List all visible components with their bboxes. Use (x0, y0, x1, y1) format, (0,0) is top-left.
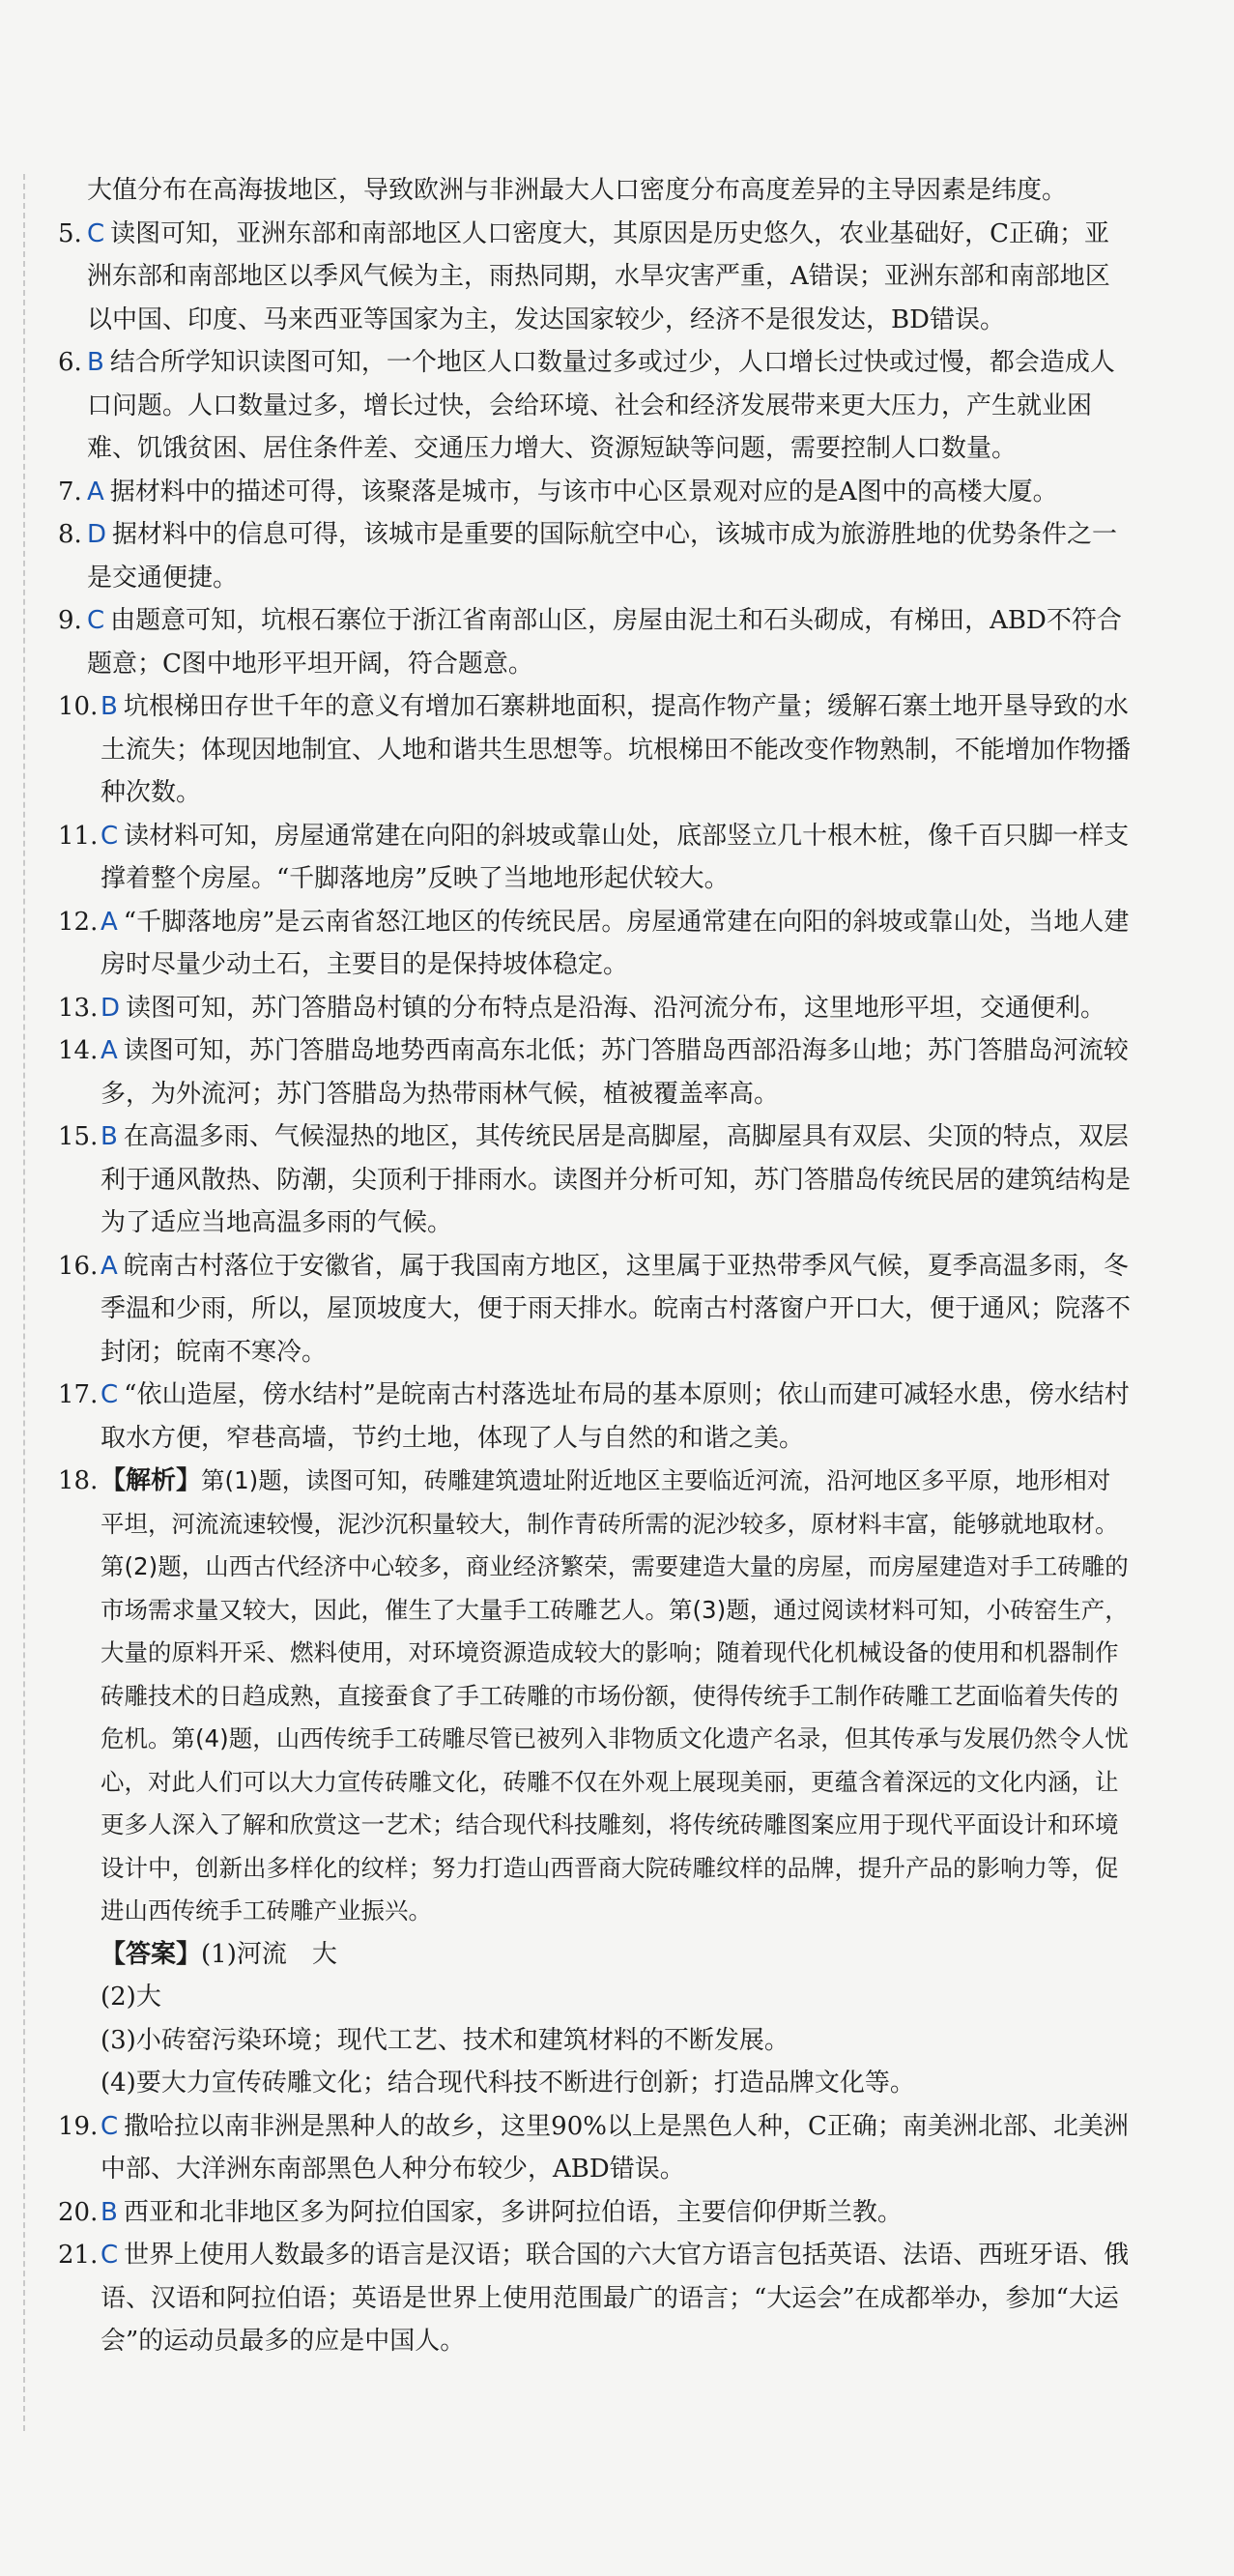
item-explanation: 撒哈拉以南非洲是黑种人的故乡，这里90%以上是黑色人种，C正确；南美洲北部、北美洲中部、大洋洲东南部黑色人种分布较少，ABD错误。 (100, 2111, 1129, 2184)
continuation-text: 大值分布在高海拔地区，导致欧洲与非洲最大人口密度分布高度差异的主导因素是纬度。 (87, 176, 1068, 205)
item-explanation: 世界上使用人数最多的语言是汉语；联合国的六大官方语言包括英语、法语、西班牙语、俄语、汉语和阿拉伯语；英语是世界上使用范围最广的语言；“大运会”在成都举办，参加“大运会”的运动员最多的应是中国人。 (100, 2241, 1130, 2356)
answer-item-5 (58, 213, 1133, 342)
answer-item-13 (58, 987, 1133, 1030)
q18-analysis (58, 1460, 1133, 1933)
item-number: 20. (58, 2197, 99, 2227)
binding-margin-line (23, 174, 25, 2431)
answer-item-15 (58, 1115, 1133, 1245)
q18-answer-4: (4)要大力宣传砖雕文化；结合现代科技不断进行创新；打造品牌文化等。 (100, 2069, 915, 2098)
item-explanation: “千脚落地房”是云南省怒江地区的传统民居。房屋通常建在向阳的斜坡或靠山处，当地人建房时尽量少动土石，主要目的是保持坡体稳定。 (100, 907, 1130, 979)
answer-item-18 (58, 1460, 1133, 2105)
choice-answer: B (100, 2197, 118, 2227)
item-number: 10. (58, 692, 99, 721)
item-number: 12. (58, 907, 99, 937)
choice-answer: C (100, 2111, 119, 2141)
answer-item-14 (58, 1029, 1133, 1115)
choice-answer: C (100, 2241, 119, 2270)
choice-answer: B (87, 348, 104, 377)
item-number: 11. (58, 821, 99, 851)
choice-answer: C (87, 218, 105, 248)
item-number: 21. (58, 2241, 99, 2270)
choice-answer: A (100, 907, 118, 937)
choice-answer: C (100, 821, 119, 851)
item-number: 17. (58, 1380, 99, 1409)
item-explanation: 皖南古村落位于安徽省，属于我国南方地区，这里属于亚热带季风气候，夏季高温多雨，冬季温和少雨，所以，屋顶坡度大，便于雨天排水。皖南古村落窗户开口大，便于通风；院落不封闭；皖南不寒冷。 (100, 1251, 1132, 1367)
answer-item-6 (58, 341, 1133, 471)
answer-label: 【答案】 (100, 1939, 202, 1969)
answer-item-8 (58, 513, 1133, 599)
answer-item-12 (58, 901, 1133, 987)
q18-answer-1: (1)河流 大 (201, 1939, 337, 1969)
answer-item-19 (58, 2105, 1133, 2191)
answer-item-16 (58, 1245, 1133, 1375)
answer-item-10 (58, 685, 1133, 815)
q18-answer-3: (3)小砖窑污染环境；现代工艺、技术和建筑材料的不断发展。 (100, 2025, 789, 2055)
answer-list-b (58, 2105, 1133, 2363)
item-number: 18. (58, 1466, 99, 1495)
answer-list-a (58, 213, 1133, 1461)
choice-answer: D (87, 520, 107, 549)
item-explanation: 坑根梯田存世千年的意义有增加石寨耕地面积，提高作物产量；缓解石寨土地开垦导致的水土流失；体现因地制宜、人地和谐共生思想等。坑根梯田不能改变作物熟制，不能增加作物播种次数。 (100, 692, 1132, 807)
item-explanation: 读材料可知，房屋通常建在向阳的斜坡或靠山处，底部竖立几十根木桩，像千百只脚一样支撑着整个房屋。“千脚落地房”反映了当地地形起伏较大。 (100, 821, 1130, 893)
choice-answer: D (100, 993, 121, 1023)
choice-answer: B (100, 1122, 118, 1151)
q18-answer-2: (2)大 (100, 1983, 161, 2012)
answer-item-20 (58, 2191, 1133, 2235)
item-number: 15. (58, 1122, 99, 1151)
item-number: 19. (58, 2111, 99, 2141)
answer-item-9 (58, 599, 1133, 685)
item-explanation: 读图可知，亚洲东部和南部地区人口密度大，其原因是历史悠久，农业基础好，C正确；亚洲东部和南部地区以季风气候为主，雨热同期，水旱灾害严重，A错误；亚洲东部和南部地区以中国、印度、马来西亚等国家为主，发达国家较少，经济不是很发达，BD错误。 (87, 218, 1110, 334)
answer-item-17 (58, 1374, 1133, 1460)
choice-answer: C (100, 1380, 119, 1409)
item-number: 6. (58, 348, 82, 377)
choice-answer: A (100, 1036, 118, 1065)
item-number: 14. (58, 1036, 99, 1065)
item-explanation: 读图可知，苏门答腊岛地势西南高东北低；苏门答腊岛西部沿海多山地；苏门答腊岛河流较多，为外流河；苏门答腊岛为热带雨林气候，植被覆盖率高。 (100, 1036, 1129, 1109)
choice-answer: B (100, 692, 118, 721)
item-explanation: 由题意可知，坑根石寨位于浙江省南部山区，房屋由泥土和石头砌成，有梯田，ABD不符合题意；C图中地形平坦开阔，符合题意。 (87, 606, 1122, 679)
item-number: 16. (58, 1251, 99, 1281)
item-number: 5. (58, 218, 82, 248)
choice-answer: A (87, 477, 104, 507)
item-number: 9. (58, 606, 82, 635)
analysis-text: 第(1)题，读图可知，砖雕建筑遗址附近地区主要临近河流，沿河地区多平原，地形相对平坦，河流流速较慢，泥沙沉积量较大，制作青砖所需的泥沙较多，原材料丰富，能够就地取材。第(2)题，山西古代经济中心较多，商业经济繁荣，需要建造大量的房屋，而房屋建造对手工砖雕的市场需求量又较大，因此，催生了大量手工砖雕艺人。第(3)题，通过阅读材料可知，小砖窑生产，大量的原料开采、燃料使用，对环境资源造成较大的影响；随着现代化机械设备的使用和机器制作砖雕技术的日趋成熟，直接蚕食了手工砖雕的市场份额，使得传统手工制作砖雕工艺面临着失传的危机。第(4)题，山西传统手工砖雕尽管已被列入非物质文化遗产名录，但其传承与发展仍然令人忧心，对此人们可以大力宣传砖雕文化，砖雕不仅在外观上展现美丽，更蕴含着深远的文化内涵，让更多人深入了解和欣赏这一艺术；结合现代科技雕刻，将传统砖雕图案应用于现代平面设计和环境设计中，创新出多样化的纹样；努力打造山西晋商大院砖雕纹样的品牌，提升产品的影响力等，促进山西传统手工砖雕产业振兴。 (100, 1466, 1129, 1925)
item-explanation: 在高温多雨、气候湿热的地区，其传统民居是高脚屋，高脚屋具有双层、尖顶的特点，双层利于通风散热、防潮，尖顶利于排雨水。读图并分析可知，苏门答腊岛传统民居的建筑结构是为了适应当地高温多雨的气候。 (100, 1122, 1132, 1237)
answer-item-11 (58, 815, 1133, 901)
choice-answer: A (100, 1251, 118, 1281)
item-explanation: 据材料中的信息可得，该城市是重要的国际航空中心，该城市成为旅游胜地的优势条件之一是交通便捷。 (87, 520, 1118, 593)
answer-item-7 (58, 471, 1133, 514)
item-number: 7. (58, 477, 82, 507)
answer-item-21 (58, 2234, 1133, 2363)
item-explanation: 读图可知，苏门答腊岛村镇的分布特点是沿海、沿河流分布，这里地形平坦，交通便利。 (126, 993, 1106, 1023)
answer-page (58, 169, 1133, 2363)
item-explanation: “依山造屋，傍水结村”是皖南古村落选址布局的基本原则；依山而建可减轻水患，傍水结村取水方便，窄巷高墙，节约土地，体现了人与自然的和谐之美。 (100, 1380, 1130, 1453)
analysis-label: 【解析】 (100, 1466, 202, 1495)
item-number: 13. (58, 993, 99, 1023)
item-explanation: 据材料中的描述可得，该聚落是城市，与该市中心区景观对应的是A图中的高楼大厦。 (109, 477, 1058, 507)
item-explanation: 结合所学知识读图可知，一个地区人口数量过多或过少，人口增长过快或过慢，都会造成人口问题。人口数量过多，增长过快，会给环境、社会和经济发展带来更大压力，产生就业困难、饥饿贫困、居住条件差、交通压力增大、资源短缺等问题，需要控制人口数量。 (87, 348, 1115, 463)
item-number: 8. (58, 520, 82, 549)
choice-answer: C (87, 606, 105, 635)
item-explanation: 西亚和北非地区多为阿拉伯国家，多讲阿拉伯语，主要信仰伊斯兰教。 (123, 2197, 903, 2227)
